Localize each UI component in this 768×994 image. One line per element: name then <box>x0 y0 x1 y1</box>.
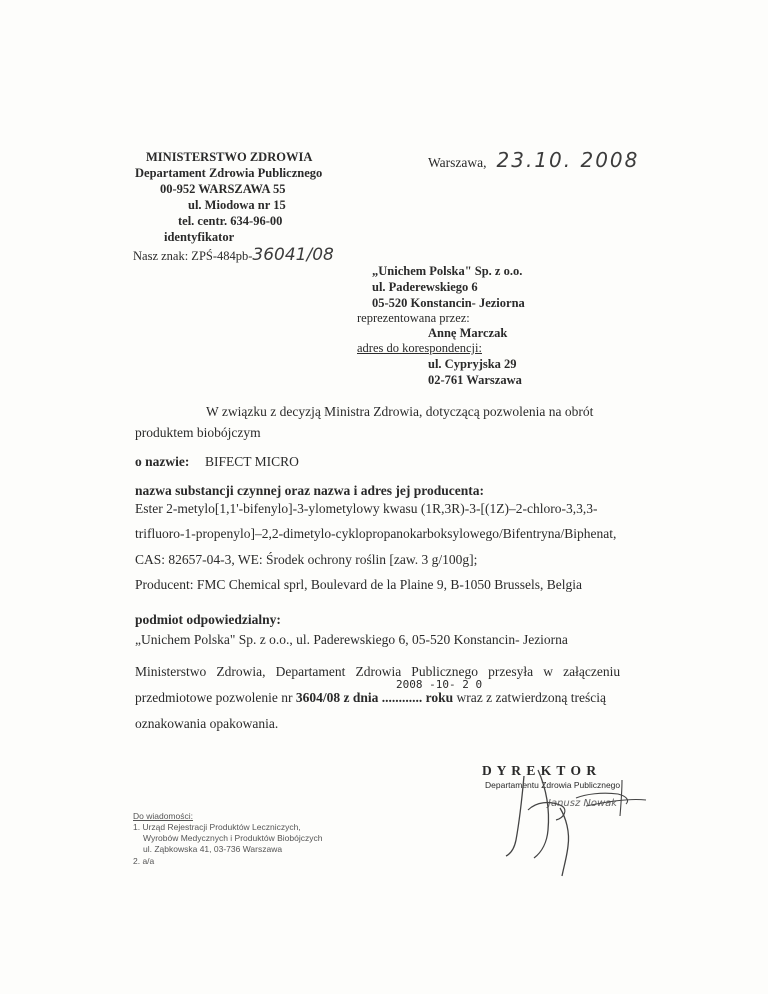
product-name-value: BIFECT MICRO <box>205 454 299 469</box>
substance-heading: nazwa substancji czynnej oraz nazwa i adres jej producenta: <box>135 483 484 498</box>
producer-line: Producent: FMC Chemical sprl, Boulevard de la Plaine 9, B-1050 Brussels, Belgia <box>135 577 582 592</box>
reference-number <box>133 245 334 265</box>
substance-line-3: CAS: 82657-04-3, WE: Środek ochrony roślin [zaw. 3 g/100g]; <box>135 552 478 567</box>
reference-label: Nasz znak: ZPŚ-484pb- <box>133 249 253 263</box>
addressee-company: „Unichem Polska" Sp. z o.o. <box>372 264 523 278</box>
footer-item-1-line-2: Wyrobów Medycznych i Produktów Biobójczych <box>143 833 323 843</box>
addressee-city: 05-520 Konstancin- Jeziorna <box>372 296 525 310</box>
footer-heading: Do wiadomości: <box>133 811 193 821</box>
director-title: D Y R E K T O R <box>482 763 598 778</box>
reference-handwritten: 36041/08 <box>252 245 334 265</box>
intro-line-1: W związku z decyzją Ministra Zdrowia, dotyczącą pozwolenia na obrót <box>206 404 594 419</box>
footer-item-1-line-3: ul. Ząbkowska 41, 03-736 Warszawa <box>143 844 283 854</box>
closing-line-2-end: wraz z zatwierdzoną treścią <box>453 690 607 705</box>
correspondence-city: 02-761 Warszawa <box>428 373 522 387</box>
responsible-heading: podmiot odpowiedzialny: <box>135 612 281 627</box>
intro-line-2: produktem biobójczym <box>135 425 261 440</box>
date-stamp: 2008 -10- 2 0 <box>396 678 483 691</box>
director-department: Departamentu Zdrowia Publicznego <box>485 780 621 790</box>
closing-line-2 <box>135 690 606 706</box>
representative-name: Annę Marczak <box>428 326 508 340</box>
substance-line-2: trifluoro-1-propenylo]–2,2-dimetylo-cyklopropanokarboksylowego/Bifentryna/Biphenat, <box>135 526 617 541</box>
handwritten-signature <box>476 758 676 888</box>
identifier-label: identyfikator <box>164 230 235 244</box>
date-line <box>428 148 639 172</box>
product-name-label: o nazwie: <box>135 454 190 469</box>
substance-line-1: Ester 2-metylo[1,1'-bifenylo]-3-ylometylowy kwasu (1R,3R)-3-[(1Z)–2-chloro-3,3,3- <box>135 501 598 516</box>
department-name: Departament Zdrowia Publicznego <box>135 166 323 180</box>
responsible-value: „Unichem Polska" Sp. z o.o., ul. Paderewskiego 6, 05-520 Konstancin- Jeziorna <box>135 632 568 647</box>
place-label: Warszawa, <box>428 155 487 170</box>
director-name: Janusz Nowak <box>548 798 618 809</box>
addressee-street: ul. Paderewskiego 6 <box>372 280 478 294</box>
date-handwritten: 23.10. 2008 <box>496 148 640 172</box>
postal-address: 00-952 WARSZAWA 55 <box>160 182 286 196</box>
closing-line-1: Ministerstwo Zdrowia, Departament Zdrowia Publicznego przesyła w załączeniu <box>135 664 621 679</box>
ministry-name: MINISTERSTWO ZDROWIA <box>146 150 313 164</box>
street-address: ul. Miodowa nr 15 <box>188 198 286 212</box>
closing-line-2-start: przedmiotowe pozwolenie nr <box>135 690 296 705</box>
correspondence-street: ul. Cypryjska 29 <box>428 357 517 371</box>
permit-number: 3604/08 z dnia ............ roku <box>295 690 454 705</box>
footer-item-1-line-1: 1. Urząd Rejestracji Produktów Leczniczych, <box>133 822 301 832</box>
closing-line-3: oznakowania opakowania. <box>135 716 279 731</box>
footer-item-2: 2. a/a <box>133 856 155 866</box>
correspondence-label: adres do korespondencji: <box>357 341 482 355</box>
represented-label: reprezentowana przez: <box>357 311 470 325</box>
phone-number: tel. centr. 634-96-00 <box>178 214 283 228</box>
